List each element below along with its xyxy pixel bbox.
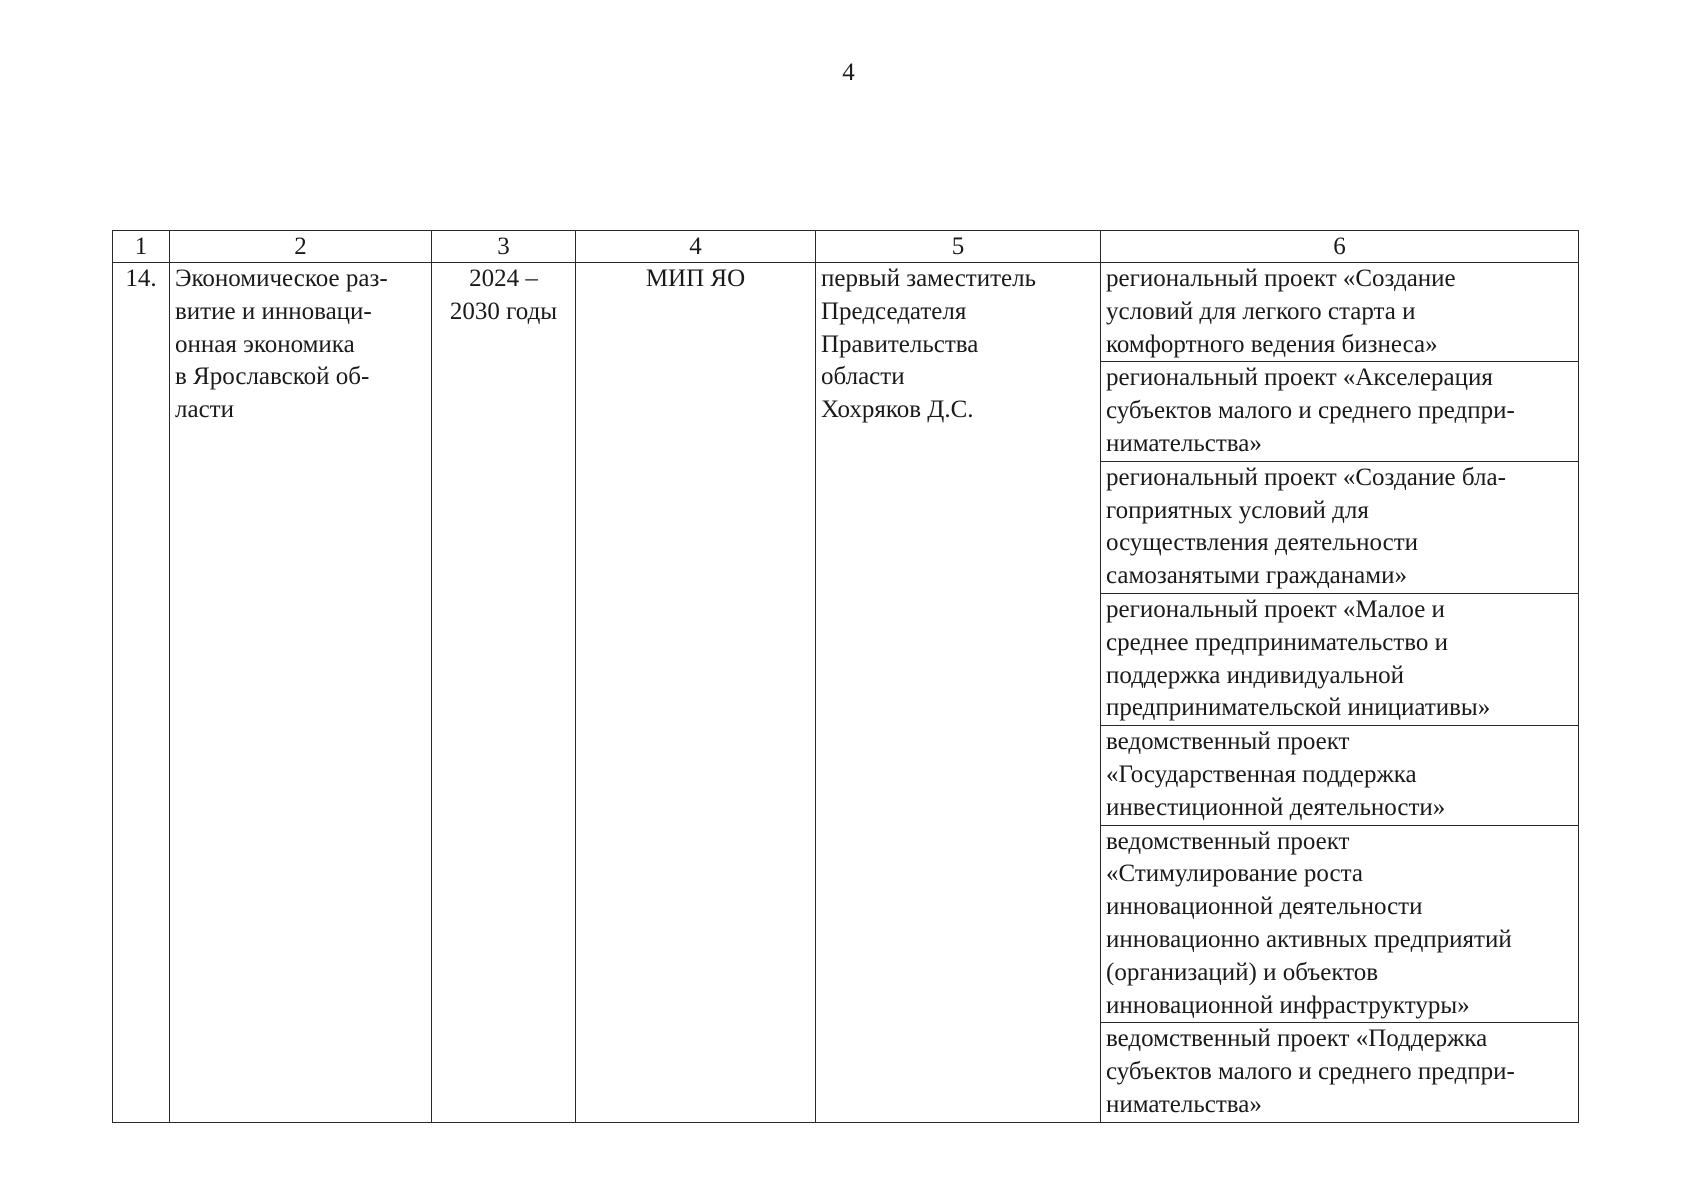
project-line: нимательства» (1106, 429, 1262, 457)
header-cell-3: 3 (432, 231, 576, 263)
program-name-line: витие и инноваци- (175, 297, 372, 325)
project-line: инновационной деятельности (1106, 893, 1423, 921)
curator (816, 263, 1101, 1123)
program-name-line: в Ярославской об- (175, 363, 370, 391)
project-cell (1101, 461, 1579, 593)
project-line: субъектов малого и среднего предпри- (1106, 1058, 1515, 1086)
table-row (113, 263, 1579, 362)
project-line: «Стимулирование роста (1106, 860, 1363, 888)
project-line: осуществления деятельности (1106, 529, 1419, 557)
project-line: «Государственная поддержка (1106, 760, 1417, 788)
project-line: гоприятных условий для (1106, 496, 1369, 524)
program-name-line: ласти (175, 396, 234, 424)
project-line: региональный проект «Малое и (1106, 595, 1445, 623)
header-cell-2: 2 (170, 231, 432, 263)
project-line: субъектов малого и среднего предпри- (1106, 397, 1515, 425)
header-cell-5: 5 (816, 231, 1101, 263)
period-line: 2024 – (469, 265, 538, 292)
project-cell (1101, 362, 1579, 461)
program-period (432, 263, 576, 1123)
project-line: комфортного ведения бизнеса» (1106, 330, 1438, 358)
project-line: ведомственный проект (1106, 827, 1350, 855)
period-line: 2030 годы (449, 297, 558, 325)
curator-line: Хохряков Д.С. (821, 396, 974, 424)
project-line: поддержка индивидуальной (1106, 661, 1404, 689)
table-header-row (113, 231, 1579, 263)
project-cell (1101, 825, 1579, 1023)
project-cell (1101, 593, 1579, 725)
page-number: 4 (842, 59, 855, 86)
project-line: (организаций) и объектов (1106, 958, 1379, 986)
responsible-executor: МИП ЯО (576, 263, 816, 1123)
header-cell-6: 6 (1101, 231, 1579, 263)
project-line: среднее предпринимательство и (1106, 628, 1449, 656)
curator-line: Правительства (821, 330, 979, 358)
project-line: предпринимательской инициативы» (1106, 694, 1491, 722)
row-number: 14. (113, 263, 170, 1123)
project-line: региональный проект «Создание (1106, 265, 1456, 292)
project-line: региональный проект «Создание бла- (1106, 463, 1506, 491)
program-name-line: Экономическое раз- (175, 265, 388, 292)
project-cell (1101, 726, 1579, 825)
program-table (112, 230, 1579, 1123)
project-line: инновационно активных предприятий (1106, 925, 1512, 953)
project-line: ведомственный проект (1106, 728, 1350, 756)
project-line: нимательства» (1106, 1090, 1262, 1118)
project-line: ведомственный проект «Поддержка (1106, 1025, 1488, 1053)
header-cell-4: 4 (576, 231, 816, 263)
header-cell-1: 1 (113, 231, 170, 263)
project-line: условий для легкого старта и (1106, 297, 1416, 325)
curator-line: первый заместитель (821, 265, 1037, 292)
curator-line: Председателя (821, 297, 967, 325)
project-line: самозанятыми гражданами» (1106, 562, 1407, 590)
project-line: региональный проект «Акселерация (1106, 364, 1493, 392)
project-line: инновационной инфраструктуры» (1106, 991, 1470, 1019)
program-name-line: онная экономика (175, 330, 355, 358)
program-name (170, 263, 432, 1123)
curator-line: области (821, 363, 905, 391)
project-cell (1101, 1023, 1579, 1122)
project-line: инвестиционной деятельности» (1106, 793, 1446, 821)
project-cell (1101, 263, 1579, 362)
